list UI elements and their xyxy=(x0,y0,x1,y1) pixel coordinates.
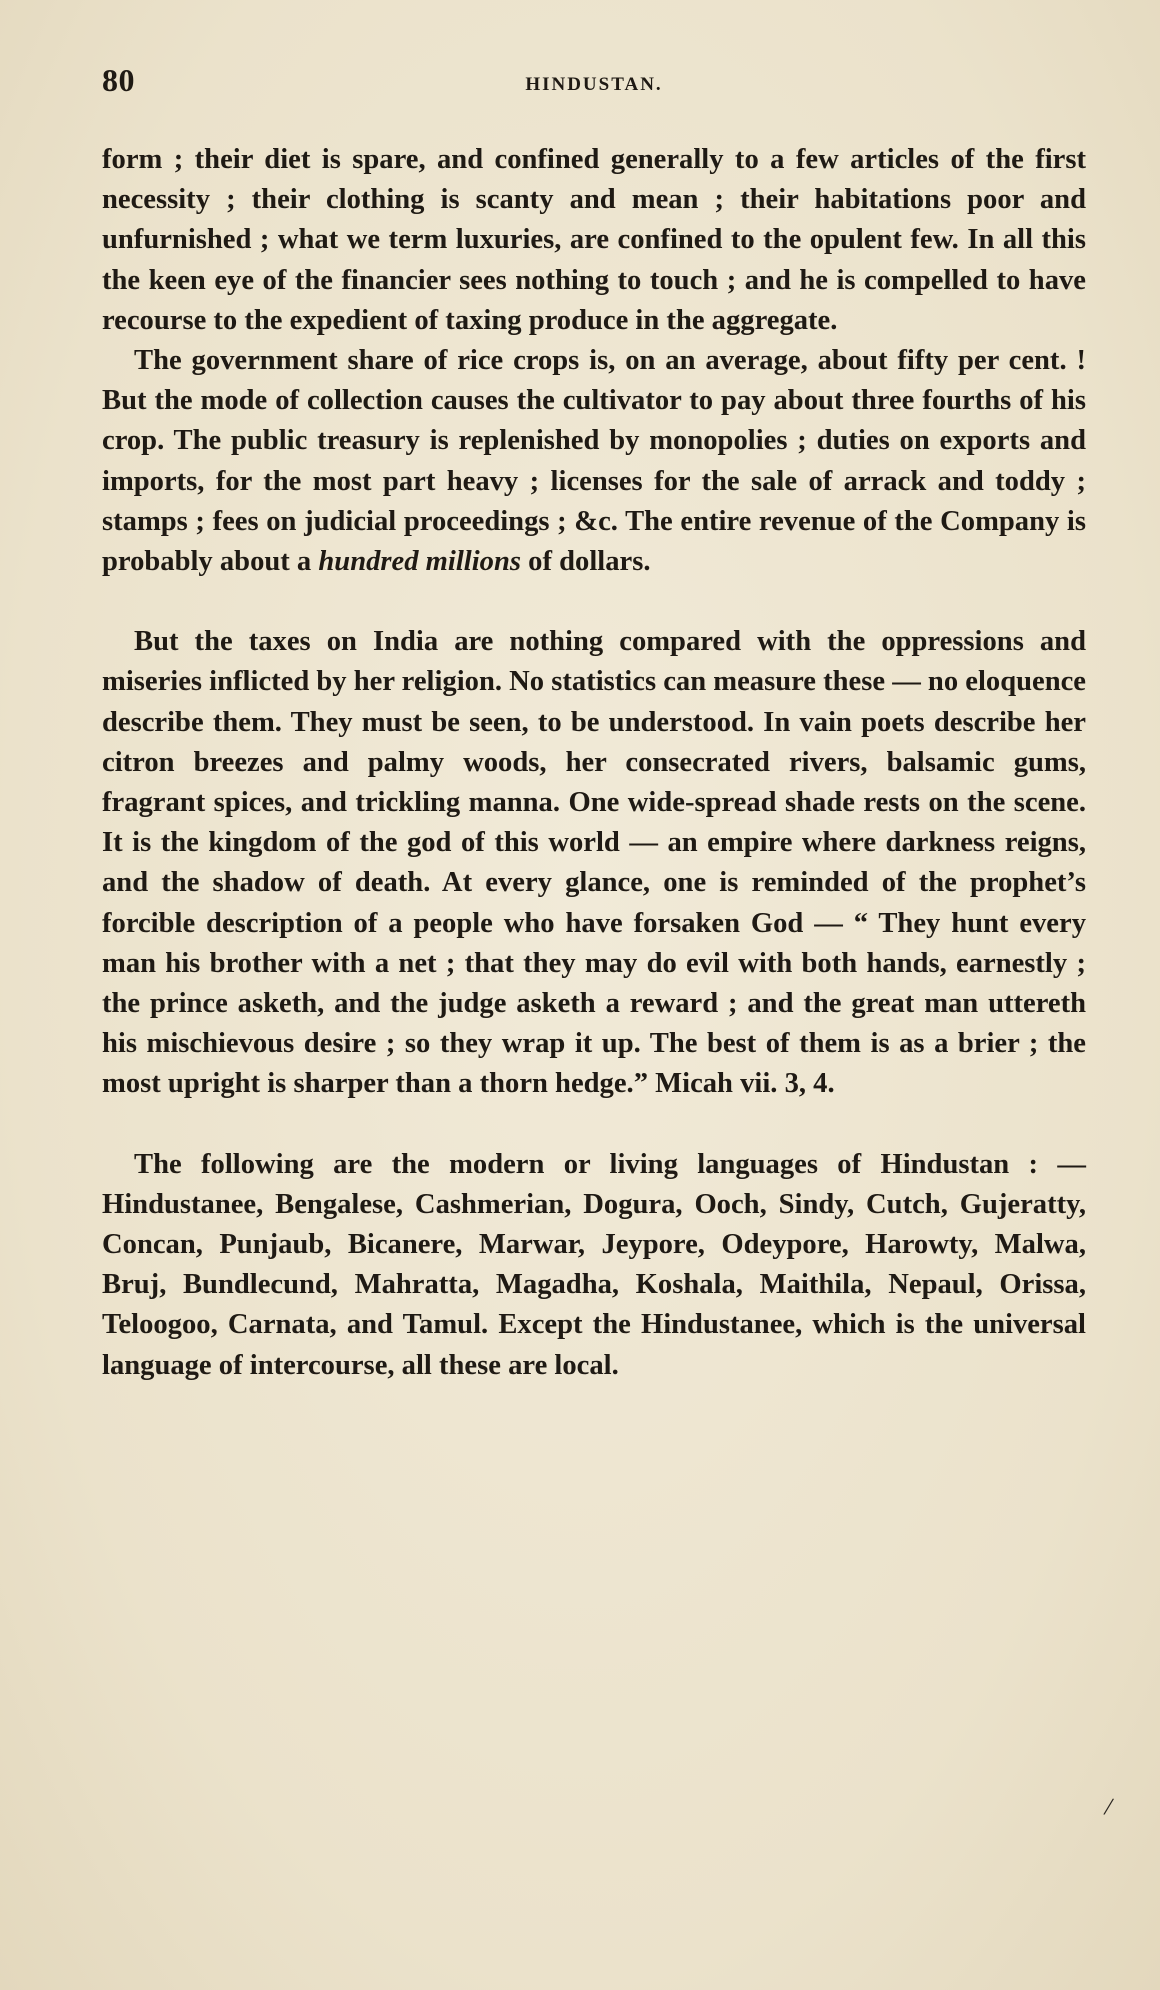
paragraph-languages: The following are the modern or living languages of Hindustan : — Hindustanee, Bengalese, Cashmerian, Dogura, Ooch, Sindy, Cutch, Gujeratty, Concan, Punjaub, Bicanere, Marwar, Jeypore, Odeypore, Harowty, Malwa, Bruj, Bundlecund, Mahratta, Magadha, Koshala, Maithila, Nepaul, Orissa, Teloogoo, Carnata, and Tamul. Except the Hindustanee, which is the universal language of intercourse, all these are local. xyxy=(102,1148,1086,1381)
stray-pen-mark: / xyxy=(1101,1791,1116,1822)
page-number: 80 xyxy=(102,62,135,98)
revenue-text-end: of dollars. xyxy=(521,546,651,578)
running-head xyxy=(102,62,1086,122)
body-text xyxy=(102,140,1086,1386)
paragraph-religion: But the taxes on India are nothing compared with the oppressions and miseries inflicted by her religion. No statistics can measure these — no eloquence describe them. They must be seen, to be understood. In vain poets describe her citron breezes and palmy woods, her consecrated rivers, balsamic gums, fragrant spices, and trickling manna. One wide-spread shade rests on the scene. It is the kingdom of the god of this world — an empire where darkness reigns, and the shadow of death. At every glance, one is reminded of the prophet’s forcible description of a people who have forsaken God — “ They hunt every man his brother with a net ; that they may do evil with both hands, earnestly ; the prince asketh, and the judge asketh a reward ; and the great man uttereth his mischievous desire ; so they wrap it up. The best of them is as a brier ; the most upright is sharper than a thorn hedge.” Micah vii. 3, 4. xyxy=(102,626,1086,1100)
paragraph-revenue xyxy=(102,341,1086,582)
revenue-text: The government share of rice crops is, on an average, about fifty per cent. ! But the mode of collection causes the cultivator to pay about three fourths of his crop. The public treasury is replenished by monopolies ; duties on exports and imports, for the most part heavy ; licenses for the sale of arrack and toddy ; stamps ; fees on judicial proceedings ; &c. The entire revenue of the Company is probably about a xyxy=(102,345,1086,578)
running-title: HINDUSTAN. xyxy=(525,74,663,95)
paragraph-diet: form ; their diet is spare, and confined generally to a few articles of the first necessity ; their clothing is scanty and mean ; their habitations poor and unfurnished ; what we term luxuries, are confined to the opulent few. In all this the keen eye of the financier sees nothing to touch ; and he is compelled to have recourse to the expedient of taxing produce in the aggregate. xyxy=(102,144,1086,336)
revenue-emphasis: hundred millions xyxy=(318,546,522,578)
